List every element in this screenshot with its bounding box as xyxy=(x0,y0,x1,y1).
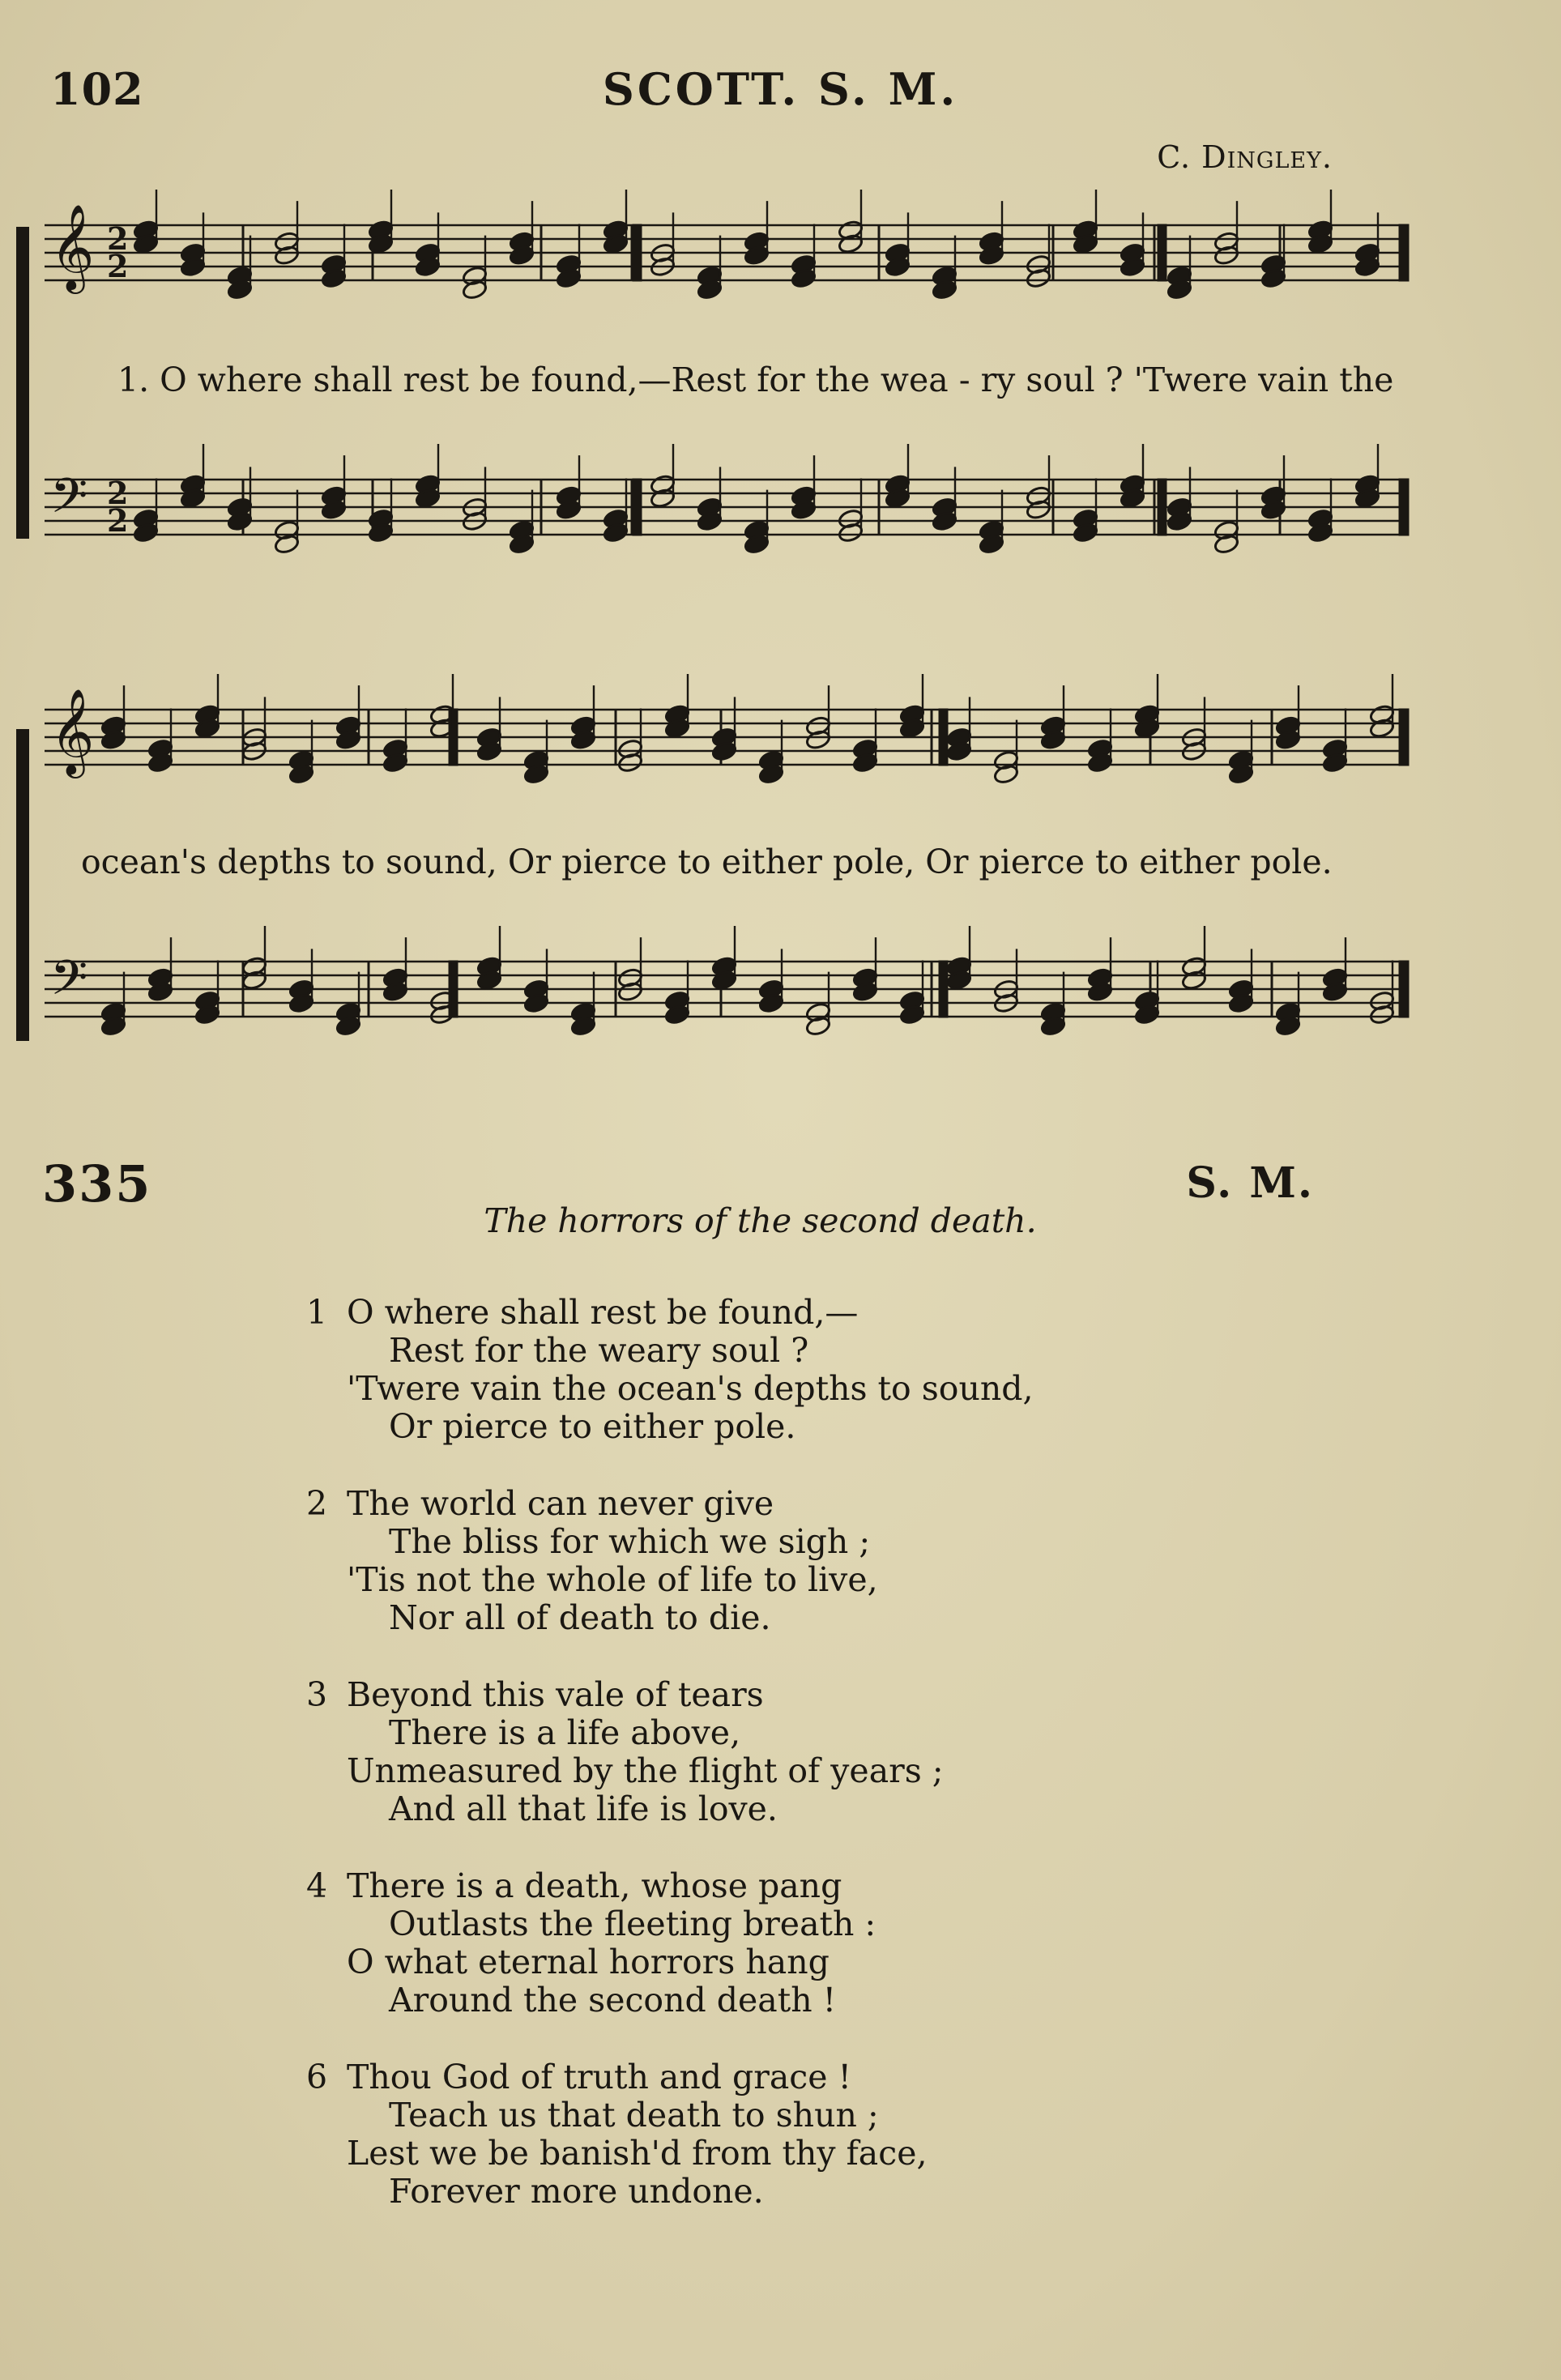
stanza xyxy=(306,1294,1278,1446)
double-barline xyxy=(633,225,641,280)
final-barline xyxy=(1400,225,1408,280)
stanza-line: There is a death, whose pang xyxy=(347,1866,842,1905)
stanza-line: Outlasts the fleeting breath : xyxy=(389,1904,876,1943)
stanza-line: Nor all of death to die. xyxy=(389,1598,771,1637)
final-barline xyxy=(1400,480,1408,535)
stanza-number: 6 xyxy=(306,2058,328,2096)
final-barline xyxy=(1400,962,1408,1017)
stanza-line: There is a life above, xyxy=(389,1713,741,1752)
treble-clef: 𝄞 xyxy=(50,203,95,290)
stanza-line: Rest for the weary soul ? xyxy=(389,1331,809,1370)
stanza-list xyxy=(306,1294,1278,2250)
double-barline xyxy=(940,710,947,765)
music-score xyxy=(0,0,1561,1102)
lyric-line-2: ocean's depths to sound, Or pierce to either pole, Or pierce to either pole. xyxy=(81,842,1333,881)
stanza-number: 1 xyxy=(306,1293,328,1332)
double-barline xyxy=(940,962,947,1017)
page-number: 102 xyxy=(50,63,144,115)
time-signature-digit: 2 xyxy=(107,475,129,511)
bass-clef: 𝄢 xyxy=(50,949,88,1017)
stanza-line: Unmeasured by the flight of years ; xyxy=(347,1751,944,1790)
double-barline xyxy=(1158,225,1166,280)
composer-credit: C. Dingley. xyxy=(1157,139,1333,175)
stanza-number: 3 xyxy=(306,1675,328,1714)
lyric-line-1: 1. O where shall rest be found,—Rest for the wea - ry soul ? 'Twere vain the xyxy=(117,360,1394,399)
stanza-line: The world can never give xyxy=(347,1484,774,1523)
stanza-line: Lest we be banish'd from thy face, xyxy=(347,2134,928,2173)
stanza xyxy=(306,2058,1278,2211)
stanza xyxy=(306,1867,1278,2020)
double-barline xyxy=(633,480,641,535)
bass-clef: 𝄢 xyxy=(50,467,88,535)
system-brace-2 xyxy=(16,729,29,1041)
time-signature-digit: 2 xyxy=(107,502,129,539)
tune-title: SCOTT. S. M. xyxy=(602,63,959,115)
double-barline xyxy=(1158,480,1166,535)
final-barline xyxy=(1400,710,1408,765)
stanza-line: Thou God of truth and grace ! xyxy=(347,2058,852,2096)
stanza-line: Beyond this vale of tears xyxy=(347,1675,764,1714)
hymn-subtitle-text: The horrors of the second death. xyxy=(484,1201,1037,1240)
hymn-subtitle xyxy=(0,1201,1561,1240)
stanza-line: Teach us that death to shun ; xyxy=(389,2096,879,2135)
stanza-line: O where shall rest be found,— xyxy=(347,1293,859,1332)
stanza-line: O what eternal horrors hang xyxy=(347,1943,830,1981)
stanza-line: Forever more undone. xyxy=(389,2172,764,2211)
system-brace-1 xyxy=(16,227,29,539)
stanza-number: 2 xyxy=(306,1484,328,1523)
time-signature-digit: 2 xyxy=(107,248,129,284)
stanza-line: Around the second death ! xyxy=(389,1981,837,2020)
time-signature-digit: 2 xyxy=(107,220,129,257)
stanza-number: 4 xyxy=(306,1866,328,1905)
stanza-line: 'Tis not the whole of life to live, xyxy=(347,1560,878,1599)
stanza-line: Or pierce to either pole. xyxy=(389,1407,796,1446)
stanza-line: And all that life is love. xyxy=(389,1789,778,1828)
hymn-number: 335 xyxy=(42,1154,152,1213)
stanza-line: 'Twere vain the ocean's depths to sound, xyxy=(347,1369,1034,1408)
stanza xyxy=(306,1485,1278,1637)
hymn-meter: S. M. xyxy=(1186,1158,1314,1208)
stanza xyxy=(306,1676,1278,1828)
treble-clef: 𝄞 xyxy=(50,688,95,774)
stanza-line: The bliss for which we sigh ; xyxy=(389,1522,871,1561)
